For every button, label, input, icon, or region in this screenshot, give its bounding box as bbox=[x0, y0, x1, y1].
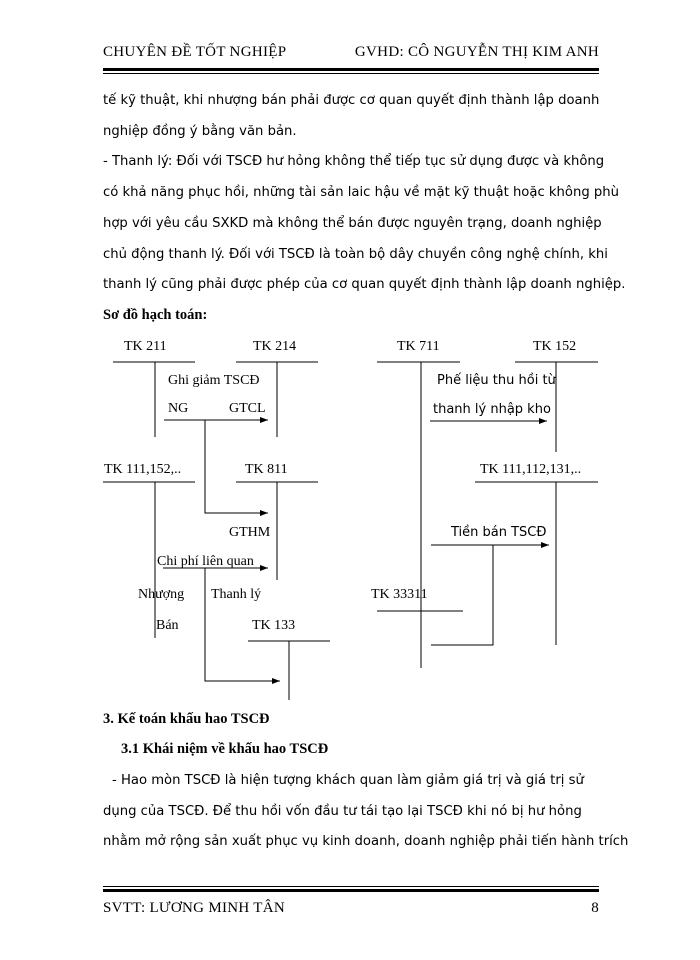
label-gtcl: GTCL bbox=[229, 401, 266, 416]
label-tk711: TK 711 bbox=[397, 339, 440, 354]
label-tk111-152: TK 111,152,.. bbox=[104, 462, 182, 477]
label-tk111-112: TK 111,112,131,.. bbox=[480, 462, 582, 477]
page-number: 8 bbox=[591, 900, 599, 916]
body-line-7: thanh lý cũng phải được phép của cơ quan quyết định thành lập doanh nghiệp. bbox=[103, 277, 626, 292]
diagram-heading: Sơ đồ hạch toán: bbox=[103, 307, 208, 323]
body-line-6: chủ động thanh lý. Đối với TSCĐ là toàn bộ dây chuyền công nghệ chính, khi bbox=[103, 247, 608, 262]
header-right: GVHD: CÔ NGUYỄN THỊ KIM ANH bbox=[354, 44, 599, 60]
label-ghi-giam: Ghi giảm TSCĐ bbox=[168, 373, 260, 388]
section-line-2: dụng của TSCĐ. Để thu hồi vốn đầu tư tái tạo lại TSCĐ khi nó bị hư hỏng bbox=[103, 804, 582, 819]
line-tk33311-tien-ban bbox=[431, 545, 493, 645]
label-tk811: TK 811 bbox=[245, 462, 288, 477]
label-tk133: TK 133 bbox=[252, 618, 296, 633]
header-left: CHUYÊN ĐỀ TỐT NGHIỆP bbox=[103, 44, 287, 60]
label-phe-lieu-2: thanh lý nhập kho bbox=[433, 402, 551, 417]
label-chi-phi: Chi phí liên quan bbox=[157, 554, 254, 569]
label-nhuong: Nhượng bbox=[138, 587, 185, 602]
label-tk152: TK 152 bbox=[533, 339, 577, 354]
label-ng: NG bbox=[168, 401, 189, 416]
section-heading: 3. Kế toán khấu hao TSCĐ bbox=[103, 711, 270, 727]
label-tien-ban: Tiền bán TSCĐ bbox=[451, 525, 547, 540]
label-tk33311: TK 33311 bbox=[371, 587, 428, 602]
body-line-2: nghiệp đồng ý bằng văn bản. bbox=[103, 124, 297, 139]
section-line-1: - Hao mòn TSCĐ là hiện tượng khách quan làm giảm giá trị và giá trị sử bbox=[112, 773, 584, 788]
footer-rule-thick bbox=[103, 889, 599, 892]
label-tk214: TK 214 bbox=[253, 339, 297, 354]
section-subheading: 3.1 Khái niệm về khấu hao TSCĐ bbox=[121, 741, 329, 757]
footer-left: SVTT: LƯƠNG MINH TÂN bbox=[103, 900, 286, 916]
label-tk211: TK 211 bbox=[124, 339, 167, 354]
body-line-5: hợp với yêu cầu SXKD mà không thể bán được nguyên trạng, doanh nghiệp bbox=[103, 216, 602, 231]
footer-rule-thin bbox=[103, 886, 599, 887]
label-ban: Bán bbox=[156, 618, 179, 633]
section-line-3: nhằm mở rộng sản xuất phục vụ kinh doanh, doanh nghiệp phải tiến hành trích bbox=[103, 834, 629, 849]
body-line-1: tế kỹ thuật, khi nhượng bán phải được cơ quan quyết định thành lập doanh bbox=[103, 93, 600, 108]
body-line-4: có khả năng phục hồi, những tài sản laic hậu về mặt kỹ thuật hoặc không phù bbox=[103, 185, 619, 200]
label-thanh-ly: Thanh lý bbox=[211, 587, 262, 602]
label-gthm: GTHM bbox=[229, 525, 271, 540]
body-line-3: - Thanh lý: Đối với TSCĐ hư hỏng không thể tiếp tục sử dụng được và không bbox=[103, 154, 605, 169]
label-phe-lieu-1: Phế liệu thu hồi từ bbox=[437, 373, 556, 388]
